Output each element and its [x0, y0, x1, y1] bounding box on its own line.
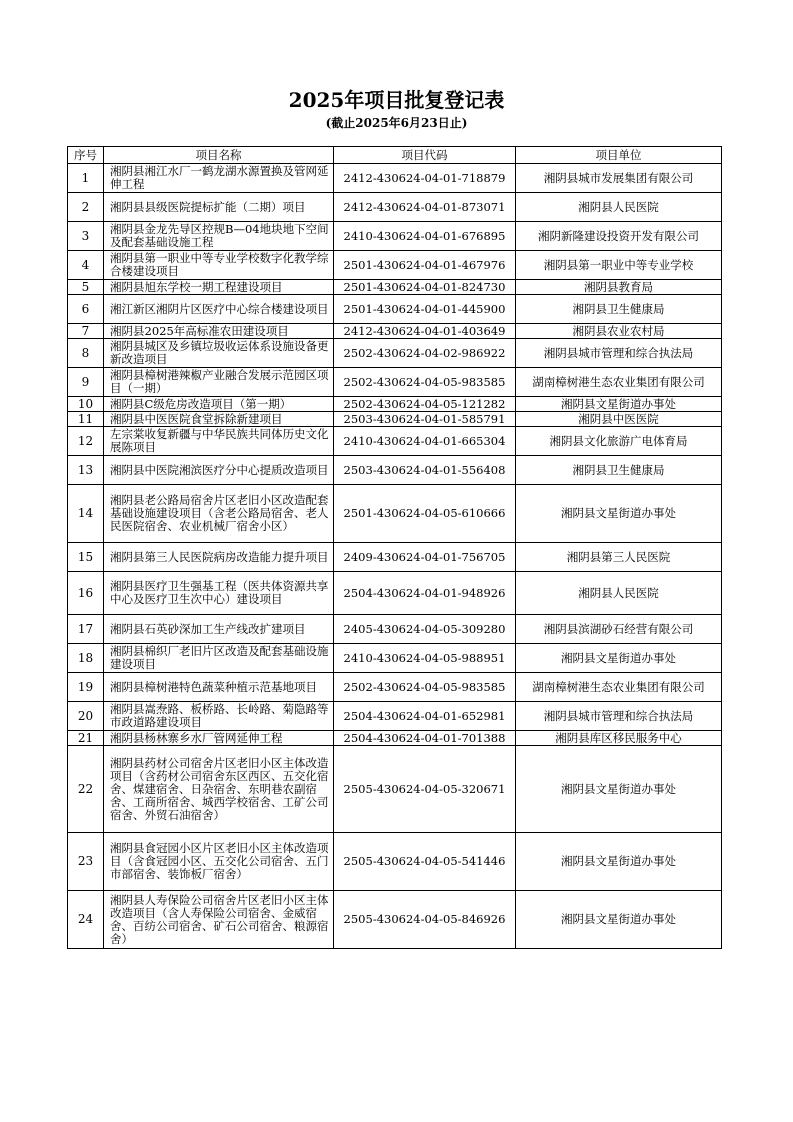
row-unit	[516, 673, 722, 702]
table-row	[68, 295, 722, 324]
row-code	[334, 746, 516, 833]
row-unit-text: 湘阴县文星街道办事处	[561, 651, 676, 665]
row-code-text: 2505-430624-04-05-846926	[343, 913, 506, 926]
row-unit	[516, 339, 722, 368]
row-unit-text: 湘阴县第三人民医院	[566, 550, 671, 564]
row-code	[334, 324, 516, 339]
row-name-text: 湘阴县人寿保险公司宿舍片区老旧小区主体改造项目（含人寿保险公司宿舍、金威宿舍、百纺公司宿舍、矿石公司宿舍、粮源宿舍）	[110, 893, 329, 946]
row-name-text: 湘阴县棉织厂老旧片区改造及配套基础设施建设项目	[110, 645, 329, 671]
row-name	[104, 368, 334, 397]
page-subtitle: (截止2025年6月23日止)	[325, 116, 468, 130]
row-unit	[516, 324, 722, 339]
table-row	[68, 324, 722, 339]
row-seq-text: 6	[81, 302, 90, 316]
row-code	[334, 673, 516, 702]
table-row	[68, 193, 722, 222]
row-name-text: 湘阴县石英砂深加工生产线改扩建项目	[110, 622, 306, 636]
row-name-text: 湘阴县中医院湘滨医疗分中心提质改造项目	[110, 463, 329, 477]
row-seq-text: 14	[77, 507, 94, 520]
row-name-text: 湘阴县第三人民医院病房改造能力提升项目	[110, 550, 329, 564]
table-row	[68, 702, 722, 731]
row-unit-text: 湘阴县文星街道办事处	[561, 913, 676, 926]
row-name	[104, 485, 334, 543]
row-unit-text: 湘阴县文化旅游广电体育局	[549, 434, 688, 448]
row-code	[334, 339, 516, 368]
row-code-text: 2502-430624-04-05-983585	[343, 375, 506, 389]
row-name-text: 湘阴县旭东学校一期工程建设项目	[110, 280, 283, 294]
row-seq-text: 15	[77, 550, 94, 564]
row-name-text: 湘江新区湘阴片区医疗中心综合楼建设项目	[110, 302, 329, 316]
row-name	[104, 891, 334, 949]
row-name-text: 湘阴县2025年高标准农田建设项目	[110, 324, 289, 338]
row-unit-text: 湖南樟树港生态农业集团有限公司	[532, 375, 705, 389]
row-code	[334, 572, 516, 615]
row-seq	[68, 280, 104, 295]
row-name	[104, 251, 334, 280]
row-name-text: 湘阴县嵩焘路、板桥路、长岭路、菊隐路等市政道路建设项目	[110, 703, 329, 729]
row-name	[104, 615, 334, 644]
row-seq-text: 18	[77, 651, 94, 665]
row-seq	[68, 339, 104, 368]
table-row	[68, 339, 722, 368]
row-unit-text: 湘阴县农业农村局	[572, 324, 665, 338]
row-code-text: 2502-430624-04-05-983585	[343, 680, 506, 694]
row-name	[104, 572, 334, 615]
table-row	[68, 543, 722, 572]
row-unit	[516, 412, 722, 427]
table-row	[68, 485, 722, 543]
row-seq-text: 16	[77, 586, 94, 600]
row-unit-text: 湘阴县城市管理和综合执法局	[543, 346, 694, 360]
row-name-text: 湘阴县C级危房改造项目（第一期）	[110, 397, 292, 411]
table-row	[68, 427, 722, 456]
row-name	[104, 339, 334, 368]
row-code-text: 2505-430624-04-05-541446	[343, 855, 506, 868]
row-name	[104, 164, 334, 193]
row-seq-text: 3	[81, 229, 90, 243]
row-name-text: 湘阴县湘江水厂一鹤龙湖水源置换及管网延伸工程	[110, 165, 329, 191]
row-unit	[516, 368, 722, 397]
row-seq	[68, 746, 104, 833]
row-seq	[68, 164, 104, 193]
row-unit-text: 湘阴县第一职业中等专业学校	[543, 258, 694, 272]
row-code	[334, 251, 516, 280]
row-name-text: 湘阴县樟树港辣椒产业融合发展示范园区项目（一期）	[110, 369, 329, 395]
row-name-text: 左宗棠收复新疆与中华民族共同体历史文化展陈项目	[110, 428, 329, 454]
row-unit	[516, 572, 722, 615]
row-seq	[68, 615, 104, 644]
row-name	[104, 543, 334, 572]
row-code-text: 2502-430624-04-02-986922	[343, 346, 506, 360]
row-seq	[68, 833, 104, 891]
row-code-text: 2412-430624-04-01-403649	[343, 324, 506, 338]
row-code	[334, 427, 516, 456]
row-unit	[516, 280, 722, 295]
row-name	[104, 280, 334, 295]
header-name: 项目名称	[104, 147, 334, 164]
table-row	[68, 833, 722, 891]
row-code	[334, 280, 516, 295]
row-code-text: 2503-430624-04-01-585791	[343, 412, 506, 426]
row-unit-text: 湘阴新隆建设投资开发有限公司	[538, 229, 699, 243]
row-name-text: 湘阴县中医医院食堂拆除新建项目	[110, 412, 283, 426]
row-seq	[68, 222, 104, 251]
row-code	[334, 833, 516, 891]
row-unit	[516, 222, 722, 251]
row-seq-text: 11	[77, 412, 94, 426]
row-code-text: 2501-430624-04-01-467976	[343, 258, 506, 272]
row-name	[104, 833, 334, 891]
row-unit-text: 湘阴县教育局	[584, 280, 653, 294]
row-code-text: 2505-430624-04-05-320671	[343, 782, 506, 796]
row-unit	[516, 193, 722, 222]
row-seq	[68, 368, 104, 397]
row-code	[334, 295, 516, 324]
row-code	[334, 193, 516, 222]
row-seq-text: 12	[77, 434, 94, 448]
row-name	[104, 644, 334, 673]
row-unit	[516, 615, 722, 644]
row-seq-text: 13	[77, 463, 94, 477]
row-code-text: 2410-430624-04-01-665304	[343, 434, 506, 448]
row-seq	[68, 572, 104, 615]
header-seq: 序号	[68, 147, 104, 164]
row-seq	[68, 673, 104, 702]
row-seq	[68, 397, 104, 412]
row-code-text: 2501-430624-04-01-445900	[343, 302, 506, 316]
row-seq	[68, 543, 104, 572]
table-row	[68, 251, 722, 280]
row-seq-text: 20	[77, 709, 94, 723]
row-seq	[68, 485, 104, 543]
row-code-text: 2410-430624-04-05-988951	[343, 651, 506, 665]
row-unit-text: 湘阴县中医医院	[578, 412, 659, 426]
row-seq	[68, 456, 104, 485]
row-unit-text: 湘阴县卫生健康局	[572, 302, 665, 316]
row-name-text: 湘阴县药材公司宿舍片区老旧小区主体改造项目（含药材公司宿舍东区西区、五交化宿舍、煤建宿舍、日杂宿舍、东明巷农副宿舍、工商所宿舍、城西学校宿舍、工矿公司宿舍、外贸石油宿舍）	[110, 756, 329, 822]
row-name	[104, 702, 334, 731]
row-name	[104, 193, 334, 222]
table-row	[68, 164, 722, 193]
table-row	[68, 673, 722, 702]
row-code	[334, 222, 516, 251]
table-row	[68, 456, 722, 485]
row-seq-text: 8	[81, 346, 90, 360]
row-unit	[516, 644, 722, 673]
row-seq	[68, 251, 104, 280]
row-code	[334, 615, 516, 644]
page-title: 2025年项目批复登记表	[288, 88, 505, 112]
row-code-text: 2409-430624-04-01-756705	[343, 550, 506, 564]
row-unit	[516, 891, 722, 949]
row-unit	[516, 833, 722, 891]
project-table	[67, 146, 722, 949]
row-code	[334, 644, 516, 673]
row-code	[334, 164, 516, 193]
row-unit-text: 湘阴县文星街道办事处	[561, 507, 676, 520]
row-code-text: 2503-430624-04-01-556408	[343, 463, 506, 477]
row-seq-text: 5	[81, 280, 90, 294]
row-name-text: 湘阴县金龙先导区控规B—04地块地下空间及配套基础设施工程	[110, 223, 329, 249]
row-code	[334, 456, 516, 485]
row-unit	[516, 295, 722, 324]
row-unit-text: 湘阴县卫生健康局	[572, 463, 665, 477]
table-row	[68, 368, 722, 397]
row-seq-text: 9	[81, 375, 90, 389]
row-seq	[68, 644, 104, 673]
table-row	[68, 280, 722, 295]
row-seq-text: 21	[77, 731, 94, 745]
header-code: 项目代码	[334, 147, 516, 164]
row-unit	[516, 702, 722, 731]
row-name	[104, 397, 334, 412]
row-code-text: 2412-430624-04-01-718879	[343, 171, 506, 185]
row-code-text: 2504-430624-04-01-652981	[343, 709, 506, 723]
header-unit: 项目单位	[516, 147, 722, 164]
row-name	[104, 295, 334, 324]
row-unit	[516, 427, 722, 456]
row-seq-text: 17	[77, 622, 94, 636]
row-name-text: 湘阴县县级医院提标扩能（二期）项目	[110, 200, 306, 214]
row-unit	[516, 485, 722, 543]
row-seq-text: 23	[77, 855, 94, 868]
row-code	[334, 891, 516, 949]
row-code	[334, 485, 516, 543]
row-seq	[68, 891, 104, 949]
table-body	[68, 164, 722, 949]
table-row	[68, 412, 722, 427]
row-seq-text: 4	[81, 258, 90, 272]
row-unit-text: 湘阴县人民医院	[578, 586, 659, 600]
table-row	[68, 615, 722, 644]
row-unit	[516, 543, 722, 572]
row-code	[334, 368, 516, 397]
row-code	[334, 397, 516, 412]
row-unit-text: 湘阴县滨湖砂石经营有限公司	[543, 622, 694, 636]
row-unit-text: 湘阴县文星街道办事处	[561, 397, 676, 411]
row-name	[104, 673, 334, 702]
table-header-row	[68, 147, 722, 164]
row-unit-text: 湘阴县人民医院	[578, 200, 659, 214]
row-name-text: 湘阴县杨林寨乡水厂管网延伸工程	[110, 731, 283, 745]
row-seq	[68, 731, 104, 746]
row-unit	[516, 456, 722, 485]
table-row	[68, 891, 722, 949]
table-row	[68, 572, 722, 615]
row-name-text: 湘阴县城区及乡镇垃圾收运体系设施设备更新改造项目	[110, 340, 329, 366]
row-unit	[516, 397, 722, 412]
row-unit	[516, 731, 722, 746]
table-row	[68, 222, 722, 251]
row-code-text: 2504-430624-04-01-948926	[343, 586, 506, 600]
row-name	[104, 324, 334, 339]
row-code	[334, 731, 516, 746]
row-code-text: 2504-430624-04-01-701388	[343, 731, 506, 745]
row-code-text: 2501-430624-04-01-824730	[343, 280, 506, 294]
row-seq	[68, 295, 104, 324]
row-seq	[68, 427, 104, 456]
row-name	[104, 456, 334, 485]
row-code-text: 2405-430624-04-05-309280	[343, 622, 506, 636]
row-seq-text: 24	[77, 913, 94, 926]
row-name	[104, 731, 334, 746]
row-name	[104, 412, 334, 427]
row-name-text: 湘阴县医疗卫生强基工程（医共体资源共享中心及医疗卫生次中心）建设项目	[110, 580, 329, 606]
row-seq	[68, 324, 104, 339]
row-name	[104, 746, 334, 833]
row-unit-text: 湖南樟树港生态农业集团有限公司	[532, 680, 705, 694]
row-unit-text: 湘阴县库区移民服务中心	[555, 731, 682, 745]
row-seq-text: 22	[77, 782, 94, 796]
row-seq	[68, 702, 104, 731]
row-seq-text: 19	[77, 680, 94, 694]
row-unit	[516, 164, 722, 193]
row-unit	[516, 746, 722, 833]
row-code	[334, 412, 516, 427]
row-name-text: 湘阴县食冠园小区片区老旧小区主体改造项目（含食冠园小区、五交化公司宿舍、五门市部宿舍、装饰板厂宿舍）	[110, 842, 329, 881]
row-seq-text: 10	[77, 397, 94, 411]
table-row	[68, 644, 722, 673]
row-code-text: 2412-430624-04-01-873071	[343, 200, 506, 214]
row-seq	[68, 193, 104, 222]
row-name-text: 湘阴县老公路局宿舍片区老旧小区改造配套基础设施建设项目（含老公路局宿舍、老人民医院宿舍、农业机械厂宿舍小区）	[110, 494, 329, 533]
row-name	[104, 222, 334, 251]
row-unit-text: 湘阴县文星街道办事处	[561, 855, 676, 868]
row-unit	[516, 251, 722, 280]
row-code-text: 2410-430624-04-01-676895	[343, 229, 506, 243]
row-seq-text: 1	[81, 171, 90, 185]
row-code-text: 2501-430624-04-05-610666	[343, 507, 506, 520]
row-seq-text: 7	[81, 324, 90, 338]
row-code-text: 2502-430624-04-05-121282	[343, 397, 506, 411]
row-unit-text: 湘阴县城市发展集团有限公司	[543, 171, 694, 185]
row-name	[104, 427, 334, 456]
row-seq-text: 2	[81, 200, 90, 214]
table-row	[68, 731, 722, 746]
row-unit-text: 湘阴县城市管理和综合执法局	[543, 709, 694, 723]
table-row	[68, 397, 722, 412]
row-name-text: 湘阴县樟树港特色蔬菜种植示范基地项目	[110, 680, 317, 694]
row-code	[334, 543, 516, 572]
row-name-text: 湘阴县第一职业中等专业学校数字化教学综合楼建设项目	[110, 252, 329, 278]
table-row	[68, 746, 722, 833]
row-unit-text: 湘阴县文星街道办事处	[561, 782, 676, 796]
row-code	[334, 702, 516, 731]
row-seq	[68, 412, 104, 427]
